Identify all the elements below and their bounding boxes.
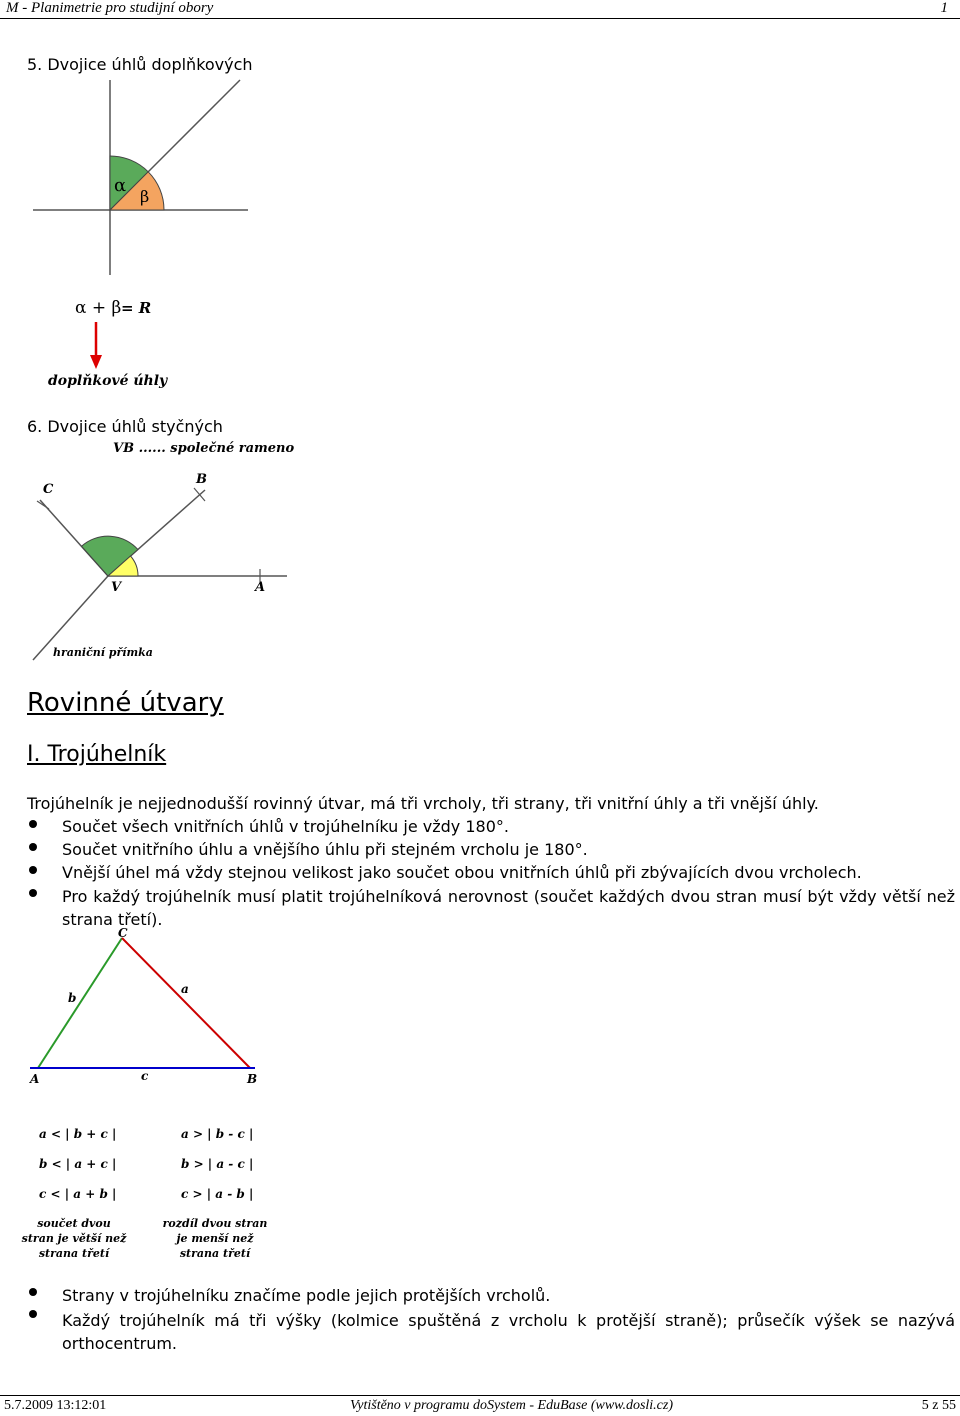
inequality-left: a < | b + c | xyxy=(39,1127,117,1141)
bullet-dot xyxy=(29,1310,37,1318)
caption-right-line: je menší než xyxy=(176,1232,254,1245)
inequality-left: c < | a + b | xyxy=(39,1187,117,1201)
footer-printed-by: Vytištěno v programu doSystem - EduBase (www.dosli.cz) xyxy=(350,1398,674,1413)
label-v: V xyxy=(111,580,122,595)
caption-left-line: stran je větší než xyxy=(21,1232,127,1245)
inequality-right: c > | a - b | xyxy=(181,1187,254,1201)
bullet-dot xyxy=(29,820,37,828)
bullet-dot xyxy=(29,843,37,851)
main-heading: Rovinné útvary xyxy=(27,688,224,718)
label-c: C xyxy=(43,482,54,497)
triangle-inequalities xyxy=(0,1120,300,1265)
bullet-item: Pro každý trojúhelník musí platit trojúhelníková nerovnost (součet každých dvou stran musí být vždy větší než strana třetí). xyxy=(62,887,955,929)
bullet-item: Součet všech vnitřních úhlů v trojúhelníku je vždy 180°. xyxy=(62,817,509,836)
arrow-head xyxy=(90,355,102,369)
bullet-dot xyxy=(29,889,37,897)
caption-right-line: strana třetí xyxy=(179,1247,251,1260)
bullet-item: Každý trojúhelník má tři výšky (kolmice spuštěná z vrcholu k protější straně); průsečík výšek se nazývá orthocentrum. xyxy=(62,1311,955,1353)
bullet-item: Strany v trojúhelníku značíme podle jejich protějších vrcholů. xyxy=(62,1286,551,1305)
inequality-right: a > | b - c | xyxy=(181,1127,254,1141)
formula-lhs: α + β xyxy=(75,298,122,318)
arrow-label: doplňkové úhly xyxy=(48,373,168,389)
caption-left-line: součet dvou xyxy=(37,1217,111,1230)
inequality-right: b > | a - c | xyxy=(181,1157,254,1171)
triangle-diagram xyxy=(0,920,300,1090)
sub-heading: I. Trojúhelník xyxy=(27,742,167,767)
vertex-a: A xyxy=(30,1072,40,1086)
bullet-dot xyxy=(29,866,37,874)
side-c-label: c xyxy=(141,1069,149,1083)
page-footer xyxy=(0,1395,960,1416)
footer-page: 5 z 55 xyxy=(921,1398,956,1413)
bullet-item: Součet vnitřního úhlu a vnějšího úhlu při stejném vrcholu je 180°. xyxy=(62,840,588,859)
boundary-label: hraniční přímka xyxy=(53,646,153,659)
document-title: M - Planimetrie pro studijní obory xyxy=(6,0,214,16)
alpha-label: α xyxy=(114,175,127,196)
inequality-left: b < | a + c | xyxy=(39,1157,117,1171)
bullet-dot xyxy=(29,1288,37,1296)
footer-datetime: 5.7.2009 13:12:01 xyxy=(4,1398,107,1413)
side-b-label: b xyxy=(68,991,77,1005)
caption-right-line: rozdíl dvou stran xyxy=(162,1217,268,1230)
vb-label: VB ...... společné rameno xyxy=(113,441,295,456)
page-header xyxy=(0,0,960,19)
label-b: B xyxy=(196,472,207,487)
header-page-number: 1 xyxy=(940,0,948,16)
intro-paragraph: Trojúhelník je nejjednodušší rovinný útvar, má tři vrcholy, tři strany, tři vnitřní úhly a tři vnější úhly. xyxy=(27,794,819,813)
adjacent-angles-diagram xyxy=(0,435,300,665)
tick-c xyxy=(37,501,49,509)
vertex-b: B xyxy=(247,1072,258,1086)
side-a-line xyxy=(122,938,250,1068)
side-b-line xyxy=(38,938,122,1068)
beta-label: β xyxy=(140,187,150,206)
side-a-label: a xyxy=(181,982,189,996)
section5-title: 5. Dvojice úhlů doplňkových xyxy=(27,55,253,74)
complementary-angles-diagram xyxy=(0,75,300,395)
bullet-item: Vnější úhel má vždy stejnou velikost jako součet obou vnitřních úhlů při zbývajících dvou vrcholech. xyxy=(62,863,862,882)
caption-left-line: strana třetí xyxy=(38,1247,110,1260)
label-a: A xyxy=(255,580,266,595)
formula-rhs: = R xyxy=(121,299,152,317)
section6-title: 6. Dvojice úhlů styčných xyxy=(27,417,223,436)
vertex-c: C xyxy=(118,926,128,940)
